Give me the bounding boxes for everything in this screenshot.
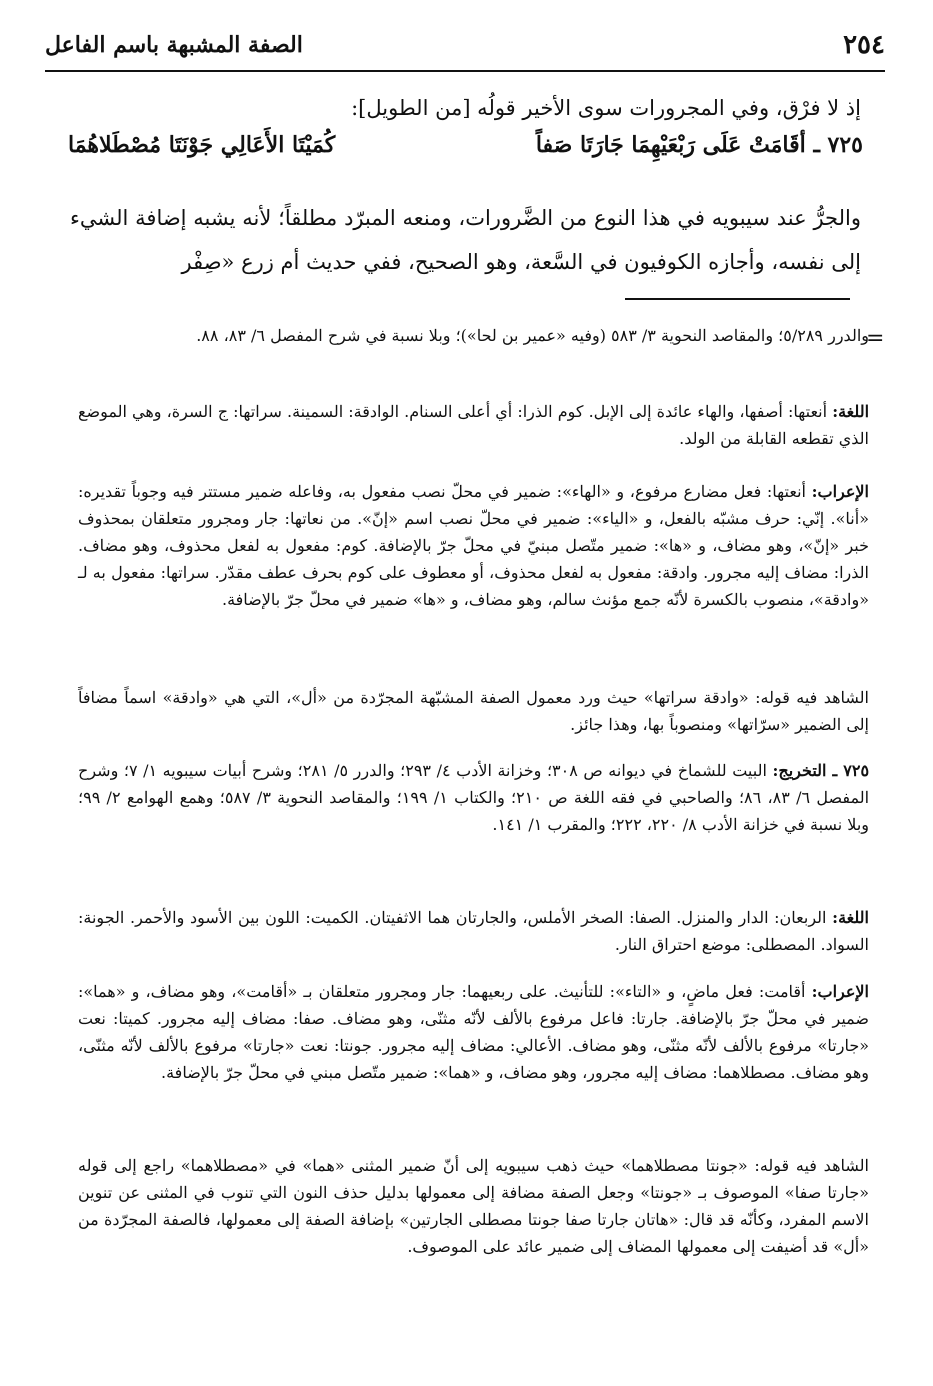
- poetry-verse: [68, 132, 863, 172]
- footnote-irab-2: الإعراب: أقامت: فعل ماضٍ، و «التاء»: للتأنيث. على ربعيهما: جار ومجرور متعلقان بـ «أقامت»، وهو مضاف، و «هما»: ضمير في محلّ جرّ بالإضافة. جارتا: فاعل مرفوع بالألف لأنّه مثنّى، وهو مضاف. صفا: مضاف إليه مجرور. كميتا: نعت «جارتا» مرفوع بالألف لأنّه مثنّى، وهو مضاف. الأعالي: مضاف إليه مجرور. جونتا: نعت «جارتا» مرفوع بالألف لأنّه مثنّى، وهو مضاف. مصطلاهما: مضاف إليه مجرور، وهو مضاف، و «هما»: ضمير متّصل مبني في محلّ جرّ بالإضافة.: [78, 982, 869, 1082]
- shahid-label: الشاهد فيه قوله:: [754, 1156, 869, 1175]
- page-number: ٢٥٤: [843, 30, 885, 60]
- footnote-irab-1: الإعراب: أنعتها: فعل مضارع مرفوع، و «الهاء»: ضمير في محلّ نصب مفعول به، وفاعله ضمير مستتر فيه وجوباً تقديره: «أنا». إنّي: حرف مشبّه بالفعل، و «الياء»: ضمير في محلّ نصب اسم «إنّ». من نعاتها: جار ومجرور متعلقان بمحذوف خبر «إنّ»، وهو مضاف، و «ها»: ضمير متّصل مبنيّ في محلّ جرّ بالإضافة. كوم: مفعول به لفعل محذوف، وهو مضاف. الذرا: مضاف إليه مجرور. وادقة: مفعول به لفعل محذوف، أو معطوف على كوم بحرف عطف مقدّر. سراتها: مفعول به لـ «وادقة»، منصوب بالكسرة لأنّه جمع مؤنث سالم، وهو مضاف، و «ها» ضمير في محلّ جرّ بالإضافة.: [78, 482, 869, 609]
- header-rule: [45, 70, 885, 72]
- shahid-label: الشاهد فيه قوله:: [755, 688, 870, 707]
- footnote-shahid-1: الشاهد فيه قوله: «وادقة سراتها» حيث ورد معمول الصفة المشبّهة المجرّدة من «أل»، التي هي «وادقة» اسماً مضافاً إلى الضمير «سرّاتها» ومنصوباً بها، وهذا جائز.: [78, 688, 870, 734]
- footnote-lugha-1: اللغة: أنعتها: أصفها، والهاء عائدة إلى الإبل. كوم الذرا: أي أعلى السنام. الوادقة: السمينة. سراتها: ج السرة، وهي الموضع الذي تقطعه القابلة من الولد.: [78, 402, 870, 448]
- lugha-label: اللغة:: [832, 908, 869, 927]
- lugha-label: اللغة:: [832, 402, 870, 421]
- verse-second-half: كُمَيْتَا الأَعَالِي جَوْنَتَا مُصْطَلاهُمَا: [68, 132, 336, 158]
- intro-line: إذ لا فرْق، وفي المجرورات سوى الأخير قولُه [من الطويل]:: [351, 96, 861, 120]
- footnote-separator: [625, 298, 850, 300]
- footnote-shahid-2: الشاهد فيه قوله: «جونتا مصطلاهما» حيث ذهب سيبويه إلى أنّ ضمير المثنى «هما» في «مصطلاهما» راجع إلى قوله «جارتا صفا» الموصوف بـ «جونتا» وجعل الصفة مضافة إلى معمولها بدليل حذف النون التي تنوب في المثنى عن تنوين الاسم المفرد، وكأنّه قد قال: «هاتان جارتا صفا جونتا مصطلى الجارتين» بإضافة الصفة إلى معمولها، فالصفة المجرّدة من «أل» قد أضيفت إلى معمولها المضاف إلى ضمير عائد على الموصوف.: [78, 1156, 870, 1256]
- irab-label: الإعراب:: [811, 982, 869, 1001]
- verse-first-half: ٧٢٥ ـ أقَامَتْ عَلَى رَبْعَيْهِمَا جَارَتَا صَفاً: [535, 132, 863, 158]
- running-title: الصفة المشبهة باسم الفاعل: [45, 32, 303, 58]
- footnote-lugha-2: اللغة: الربعان: الدار والمنزل. الصفا: الصخر الأملس، والجارتان هما الاثفيتان. الكميت: اللون بين الأسود والأحمر. الجونة: السواد. المصطلى: موضع احتراق النار.: [78, 908, 869, 954]
- page-header: [45, 28, 885, 72]
- footnote-takhrij: ٧٢٥ ـ التخريج: البيت للشماخ في ديوانه ص ٣٠٨؛ وخزانة الأدب ٤/ ٢٩٣؛ والدرر ٥/ ٢٨١؛ وشرح أبيات سيبويه ١/ ٧؛ وشرح المفصل ٦/ ٨٣، ٨٦؛ والصاحبي في فقه اللغة ص ٢١٠؛ والكتاب ١/ ١٩٩؛ والمقاصد النحوية ٣/ ٥٨٧؛ وهمع الهوامع ٢/ ٩٩؛ وبلا نسبة في خزانة الأدب ٨/ ٢٢٠، ٢٢٢؛ والمقرب ١/ ١٤١.: [78, 761, 870, 834]
- takhrij-label: ٧٢٥ ـ التخريج:: [772, 761, 870, 780]
- irab-label: الإعراب:: [811, 482, 869, 501]
- verse-number: ٧٢٥ ـ: [813, 132, 863, 158]
- main-paragraph: والجرُّ عند سيبويه في هذا النوع من الضَّرورات، ومنعه المبرّد مطلقاً؛ لأنه يشبه إضافة الشيء إلى نفسه، وأجازه الكوفيون في السَّعة، وهو الصحيح، ففي حديث أم زرع «صِفْر: [70, 206, 861, 274]
- continuation-marker: =: [866, 326, 885, 351]
- footnote-continuation: والدرر ٥/٢٨٩؛ والمقاصد النحوية ٣/ ٥٨٣ (وفيه «عمير بن لحا»)؛ وبلا نسبة في شرح المفصل ٦/ ٨٣، ٨٨.: [196, 326, 869, 345]
